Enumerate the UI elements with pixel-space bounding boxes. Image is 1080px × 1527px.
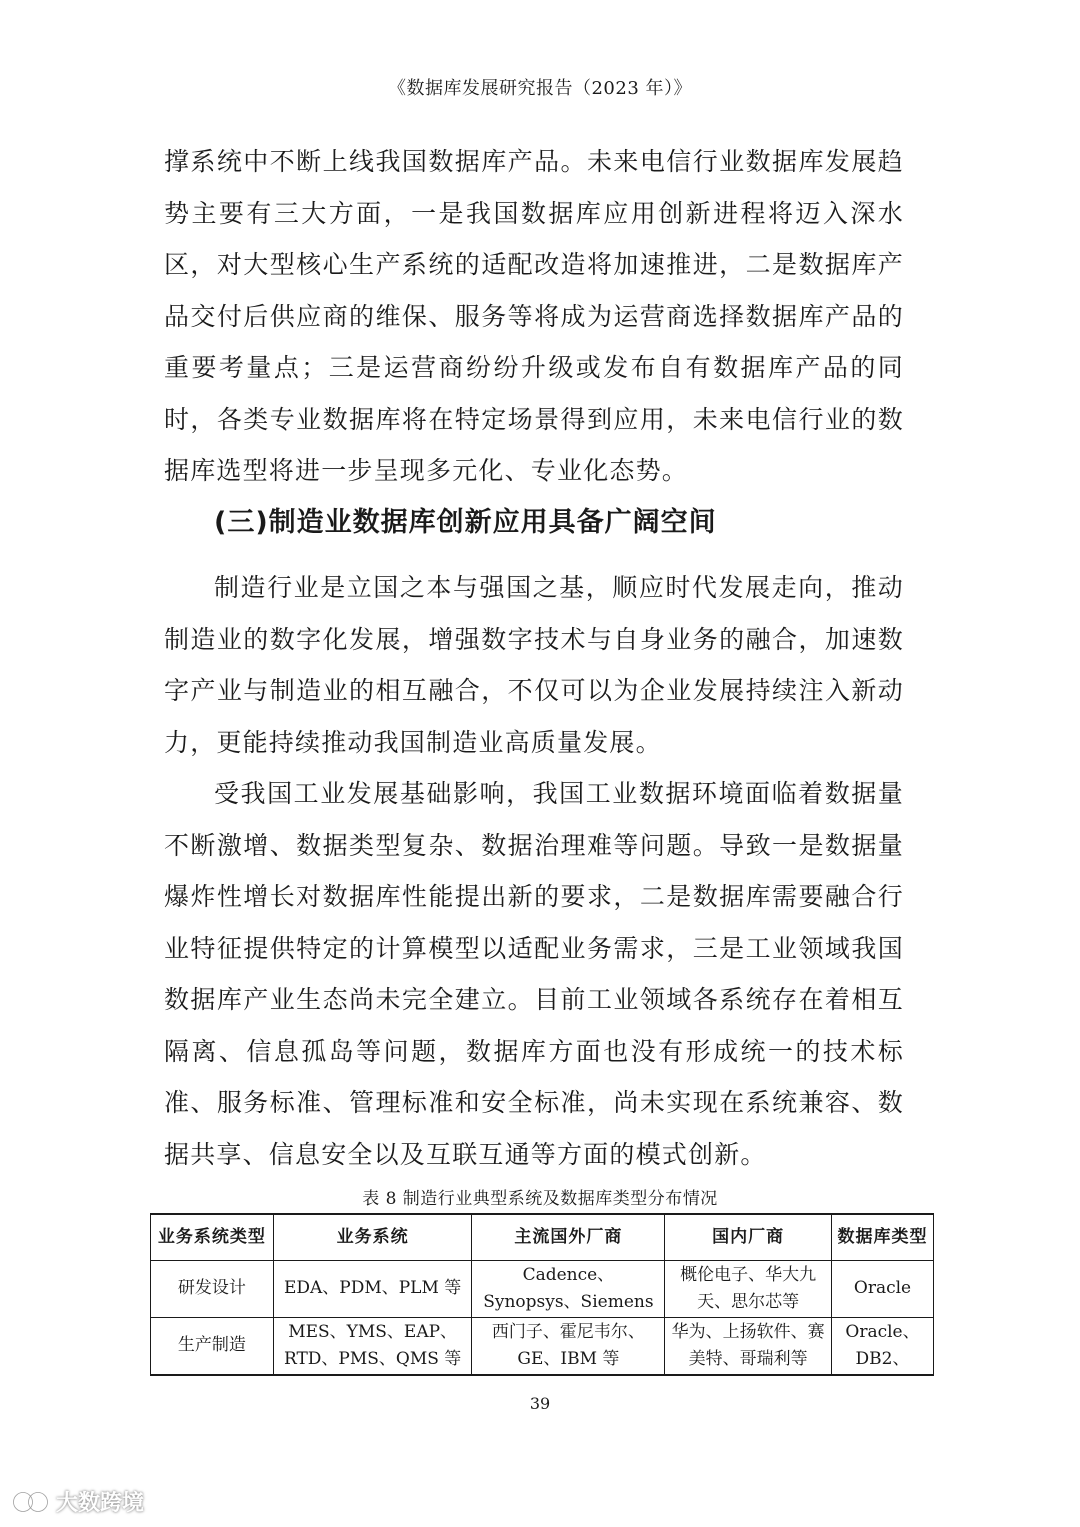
column-header: 业务系统 — [273, 1214, 472, 1260]
column-header: 主流国外厂商 — [472, 1214, 665, 1260]
table-cell: 研发设计 — [151, 1260, 274, 1317]
running-header: 《数据库发展研究报告（2023 年）》 — [387, 78, 693, 99]
paragraph: 制造行业是立国之本与强国之基，顺应时代发展走向，推动制造业的数字化发展，增强数字技术与自身业务的融合，加速数字产业与制造业的相互融合，不仅可以为企业发展持续注入新动力，更能持续推动我国制造业高质量发展。 — [164, 573, 904, 757]
body-text-block-1 — [164, 136, 904, 497]
table-cell: Cadence、Synopsys、Siemens — [472, 1260, 665, 1317]
table-cell: MES、YMS、EAP、RTD、PMS、QMS 等 — [273, 1317, 472, 1375]
table-caption: 表 8 制造行业典型系统及数据库类型分布情况 — [362, 1189, 718, 1209]
column-header: 国内厂商 — [665, 1214, 832, 1260]
table-row — [151, 1260, 934, 1317]
table-cell: 华为、上扬软件、赛美特、哥瑞利等 — [665, 1317, 832, 1375]
table-cell: EDA、PDM、PLM 等 — [273, 1260, 472, 1317]
table-cell: 生产制造 — [151, 1317, 274, 1375]
body-text-block-2 — [164, 562, 904, 1180]
table-cell: Oracle — [832, 1260, 934, 1317]
table-row — [151, 1317, 934, 1375]
paragraph: 撑系统中不断上线我国数据库产品。未来电信行业数据库发展趋势主要有三大方面，一是我国数据库应用创新进程将迈入深水区，对大型核心生产系统的适配改造将加速推进，二是数据库产品交付后供应商的维保、服务等将成为运营商选择数据库产品的重要考量点；三是运营商纷纷升级或发布自有数据库产品的同时，各类专业数据库将在特定场景得到应用，未来电信行业的数据库选型将进一步呈现多元化、专业化态势。 — [164, 147, 904, 485]
column-header: 数据库类型 — [832, 1214, 934, 1260]
paragraph: 受我国工业发展基础影响，我国工业数据环境面临着数据量不断激增、数据类型复杂、数据治理难等问题。导致一是数据量爆炸性增长对数据库性能提出新的要求，二是数据库需要融合行业特征提供特定的计算模型以适配业务需求，三是工业领域我国数据库产业生态尚未完全建立。目前工业领域各系统存在着相互隔离、信息孤岛等问题，数据库方面也没有形成统一的技术标准、服务标准、管理标准和安全标准，尚未实现在系统兼容、数据共享、信息安全以及互联互通等方面的模式创新。 — [164, 779, 904, 1169]
table-header-row — [151, 1214, 934, 1260]
table-cell: 西门子、霍尼韦尔、GE、IBM 等 — [472, 1317, 665, 1375]
watermark-logo-icon — [12, 1489, 50, 1515]
table-cell: Oracle、DB2、 — [832, 1317, 934, 1375]
watermark-text: 大数跨境 — [56, 1491, 145, 1516]
column-header: 业务系统类型 — [151, 1214, 274, 1260]
watermark — [12, 1486, 144, 1517]
section-heading: (三)制造业数据库创新应用具备广阔空间 — [214, 507, 717, 538]
page-number: 39 — [529, 1394, 551, 1413]
data-table — [150, 1213, 934, 1376]
table-cell: 概伦电子、华大九天、思尔芯等 — [665, 1260, 832, 1317]
